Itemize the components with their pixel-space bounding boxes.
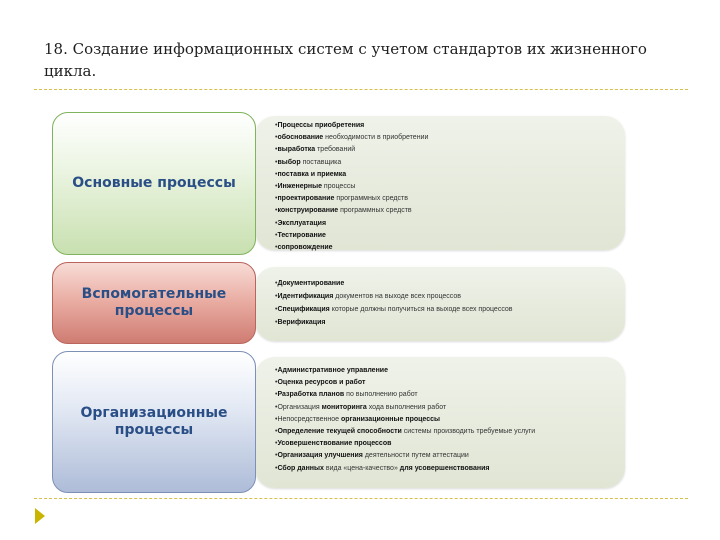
item-keyword: Определение текущей способности <box>277 428 402 436</box>
item-text: вида «цена-качество» <box>323 464 400 472</box>
item-text: Непосредственное <box>277 415 342 423</box>
item-keyword: Сбор данных <box>277 464 324 472</box>
support-processes-panel <box>255 267 625 341</box>
item-keyword: Тестирование <box>277 231 326 239</box>
item-keyword: Разработка планов <box>277 391 345 399</box>
support-processes-label <box>52 262 256 344</box>
list-item: •Верификация <box>275 319 326 326</box>
item-text: системы производить требуемые услуги <box>401 428 536 436</box>
list-item: •Документирование <box>275 280 345 287</box>
list-item: •поставка и приемка <box>275 170 347 178</box>
support-processes-list <box>275 277 615 329</box>
list-item: •Усовершенствование процессов <box>275 440 392 448</box>
item-keyword: сопровождение <box>277 244 333 252</box>
item-keyword: мониторинга <box>321 403 367 411</box>
list-item: •Сбор данных вида «цена-качество» для усовершенствования <box>275 464 490 472</box>
item-keyword: Инженерные <box>277 183 322 191</box>
item-text: необходимости в приобретении <box>323 134 429 142</box>
item-text: программных средств <box>338 207 412 215</box>
support-processes-title: Вспомогательные процессы <box>81 286 227 319</box>
item-keyword: Усовершенствование процессов <box>277 440 392 448</box>
item-text: Организация <box>277 403 322 411</box>
item-text: требований <box>315 146 356 154</box>
item-text: которые должны получиться на выходе всех процессов <box>329 306 513 313</box>
list-item: •Непосредственное организационные процессы <box>275 415 440 423</box>
item-text: процессы <box>321 183 356 191</box>
item-keyword: организационные процессы <box>341 415 440 423</box>
item-keyword: конструирование <box>277 207 339 215</box>
item-keyword: выбор <box>277 158 301 166</box>
list-item: •проектирование программных средств <box>275 195 408 203</box>
list-item: •Организация улучшения деятельности путем аттестации <box>275 452 469 460</box>
list-item: •Инженерные процессы <box>275 183 356 191</box>
item-keyword: Верификация <box>277 319 326 326</box>
list-item: •обоснование необходимости в приобретении <box>275 134 429 142</box>
item-keyword: Эксплуатация <box>277 219 327 227</box>
item-keyword: Организация улучшения <box>277 452 363 460</box>
item-text: программных средств <box>334 195 408 203</box>
item-keyword: Процессы приобретения <box>277 122 365 129</box>
list-item: •Идентификация документов на выходе всех процессов <box>275 293 461 300</box>
item-keyword: Спецификация <box>277 306 330 313</box>
item-text: документов на выходе всех процессов <box>333 293 461 300</box>
list-item: •Организация мониторинга хода выполнения работ <box>275 403 447 411</box>
item-text: поставщика <box>300 158 342 166</box>
next-arrow-icon <box>35 508 45 524</box>
org-processes-panel <box>255 357 625 488</box>
main-processes-list <box>275 120 615 254</box>
main-processes-title: Основные процессы <box>72 175 236 191</box>
list-item: •Административное управление <box>275 367 389 374</box>
list-item: •Эксплуатация <box>275 219 327 227</box>
item-keyword: Административное управление <box>277 367 389 374</box>
list-item: •Оценка ресурсов и работ <box>275 379 366 387</box>
item-keyword: проектирование <box>277 195 335 203</box>
list-item: •Определение текущей способности системы производить требуемые услуги <box>275 428 536 436</box>
item-keyword: для усовершенствования <box>399 464 490 472</box>
list-item: •выработка требований <box>275 146 356 154</box>
item-text: хода выполнения работ <box>366 403 447 411</box>
item-keyword: Документирование <box>277 280 345 287</box>
org-processes-list <box>275 365 615 475</box>
bottom-divider <box>34 498 688 499</box>
item-keyword: выработка <box>277 146 316 154</box>
slide-title: 18. Создание информационных систем с учетом стандартов их жизненного цикла. <box>44 40 647 80</box>
list-item: •Разработка планов по выполнению работ <box>275 391 418 399</box>
top-divider <box>34 89 688 90</box>
list-item: •конструирование программных средств <box>275 207 412 215</box>
item-keyword: обоснование <box>277 134 324 142</box>
item-keyword: Идентификация <box>277 293 334 300</box>
list-item: •Процессы приобретения <box>275 122 365 129</box>
list-item: •Спецификация которые должны получиться на выходе всех процессов <box>275 306 513 313</box>
list-item: •сопровождение <box>275 244 333 252</box>
org-processes-label <box>52 351 256 493</box>
item-text: деятельности путем аттестации <box>362 452 469 460</box>
org-processes-title: Организационные процессы <box>80 405 228 438</box>
item-keyword: поставка и приемка <box>277 170 347 178</box>
list-item: •выбор поставщика <box>275 158 342 166</box>
main-processes-label <box>52 112 256 255</box>
list-item: •Тестирование <box>275 231 326 239</box>
main-processes-panel <box>255 116 625 250</box>
item-text: по выполнению работ <box>344 391 418 399</box>
item-keyword: Оценка ресурсов и работ <box>277 379 366 387</box>
